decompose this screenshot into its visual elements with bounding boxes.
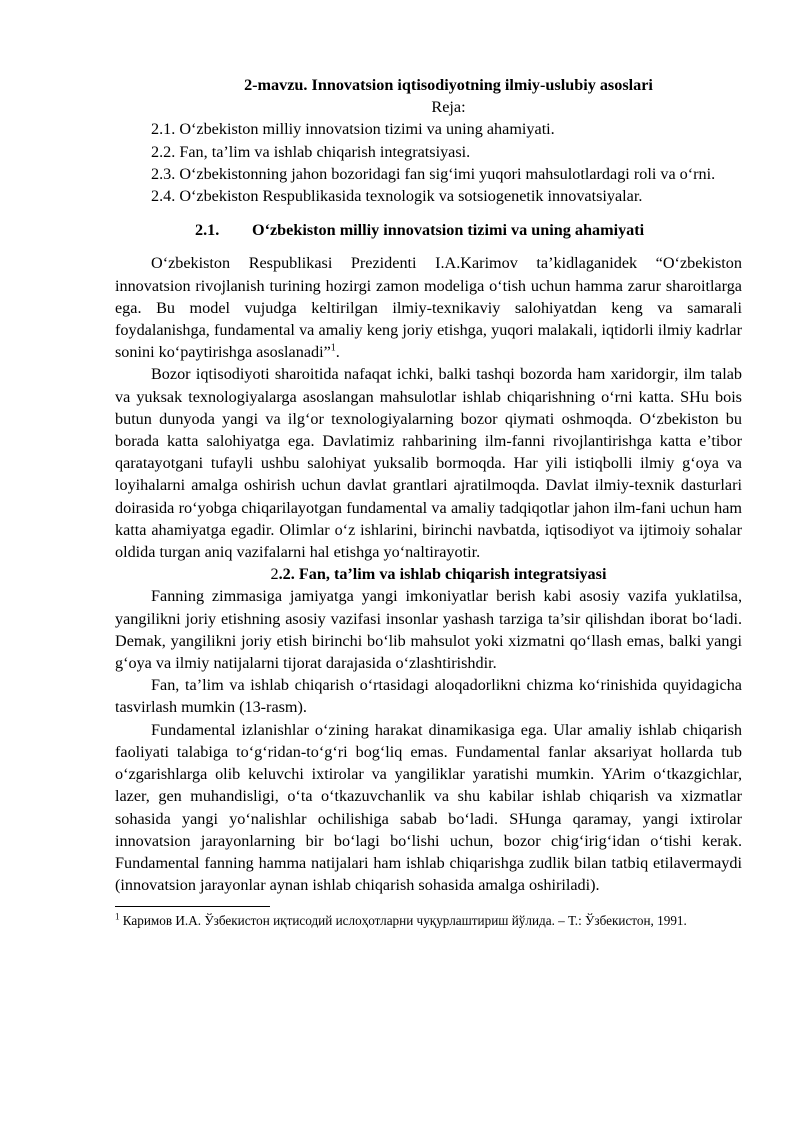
plan-item: 2.3. O‘zbekistonning jahon bozoridagi fan sig‘imi yuqori mahsulotlardagi roli va o‘rni. xyxy=(151,164,716,183)
plan-item: 2.1. O‘zbekiston milliy innovatsion tizimi va uning ahamiyati. xyxy=(151,120,555,139)
section-number-prefix: 2 xyxy=(270,565,279,584)
footnote xyxy=(115,911,742,930)
footnote-reference[interactable]: 1 xyxy=(330,342,336,354)
plan-list xyxy=(115,118,742,207)
paragraph-text: O‘zbekiston Respublikasi Prezidenti I.A.Karimov ta’kidlaganidek “O‘zbekiston innovatsion rivojlanish turining hozirgi zamon modeliga o‘tish uchun hamma zarur sharoitlarga ega. Bu model vujudga keltirilgan ilmiy-texnikaviy salohiyatdan keng va samarali foydalanishga, fundamental va amaliy keng joriy etishga, yuqori malakali, iqtidorli ilmiy kadrlar sonini ko‘paytirishga asoslanadi” xyxy=(115,254,742,362)
section-number: 2.1. xyxy=(195,221,220,240)
paragraph: Bozor iqtisodiyoti sharoitida nafaqat ichki, balki tashqi bozorda ham xaridorgir, ilm talab va yuksak texnologiyalarga asoslangan mahsulotlar ishlab chiqarishning o‘rni katta. SHu bois butun dunyoda yangi va ilg‘or texnologiyalarning bozor qiymati oshmoqda. O‘zbekiston bu borada katta salohiyatga ega. Davlatimiz rahbarining ilm-fanni rivojlantirishga katta e’tibor qaratayotgani tufayli ushbu salohiyat yuksalib bormoqda. Har yili istiqbolli ilmiy g‘oya va loyihalarni amalga oshirish uchun davlat grantlari ajratilmoqda. Davlat ilmiy-texnik dasturlari doirasida ro‘yobga chiqarilayotgan fundamental va amaliy tadqiqotlar jahon ilm-fani uchun ham katta ahamiyatga egadir. Olimlar o‘z ishlarini, birinchi navbatda, iqtisodiyot va ijtimoiy sohalar oldida turgan aniq vazifalarni hal etishga yo‘naltirayotir. xyxy=(115,365,742,562)
section-title: .2. Fan, ta’lim va ishlab chiqarish integratsiyasi xyxy=(278,565,607,584)
section-heading-2-1 xyxy=(115,219,742,241)
plan-item: 2.4. O‘zbekiston Respublikasida texnologik va sotsiogenetik innovatsiyalar. xyxy=(151,187,643,206)
paragraph: Fanning zimmasiga jamiyatga yangi imkoniyatlar berish kabi asosiy vazifa yuklatilsa, yangilikni joriy etishning asosiy vazifasi insonlar yashash tarziga ta’sir qilishdan iborat bo‘ladi. Demak, yangilikni joriy etish birinchi bo‘lib mahsulot yoki xizmatni qo‘llash emas, balki yangi g‘oya va ilmiy natijalarni tijorat darajasida o‘zlashtirishdir. xyxy=(115,587,742,673)
section-title: O‘zbekiston milliy innovatsion tizimi va uning ahamiyati xyxy=(252,221,645,240)
topic-title: 2-mavzu. Innovatsion iqtisodiyotning ilmiy-uslubiy asoslari xyxy=(244,76,653,94)
footnote-mark: 1 xyxy=(115,911,120,922)
paragraph-text-end: . xyxy=(335,343,340,362)
paragraph xyxy=(115,252,742,363)
footnote-divider xyxy=(115,906,270,907)
plan-label: Reja: xyxy=(431,98,466,117)
paragraph: Fan, ta’lim va ishlab chiqarish o‘rtasidagi aloqadorlikni chizma ko‘rinishida quyidagicha tasvirlash mumkin (13-rasm). xyxy=(115,676,742,717)
footnote-text: Каримов И.А. Ўзбекистон иқтисодий ислоҳотларни чуқурлаштириш йўлида. – Т.: Ўзбекистон, 1991. xyxy=(119,913,687,929)
paragraph: Fundamental izlanishlar o‘zining harakat dinamikasiga ega. Ular amaliy ishlab chiqarish faoliyati talabiga to‘g‘ridan-to‘g‘ri bog‘liq emas. Fundamental fanlar aksariyat hollarda tub o‘zgarishlarga olib keluvchi ixtirolar va yangiliklar yaratishi mumkin. YArim o‘tkazgichlar, lazer, gen muhandisligi, o‘ta o‘tkazuvchanlik va shu kabilar ishlab chiqarish va xizmatlar sohasida yangi yo‘nalishlar ochilishiga sabab bo‘ladi. SHunga qaramay, yangi ixtirolar innovatsion jarayonlarning bir bo‘lagi bo‘lishi uchun, bozor chig‘irig‘idan o‘tishi kerak. Fundamental fanning hamma natijalari ham ishlab chiqarishga zudlik bilan tatbiq etilavermaydi (innovatsion jarayonlar aynan ishlab chiqarish sohasida amalga oshiriladi). xyxy=(115,720,742,895)
section-heading-2-2 xyxy=(115,563,742,585)
plan-item: 2.2. Fan, ta’lim va ishlab chiqarish integratsiyasi. xyxy=(151,142,471,161)
document-page xyxy=(115,74,742,930)
